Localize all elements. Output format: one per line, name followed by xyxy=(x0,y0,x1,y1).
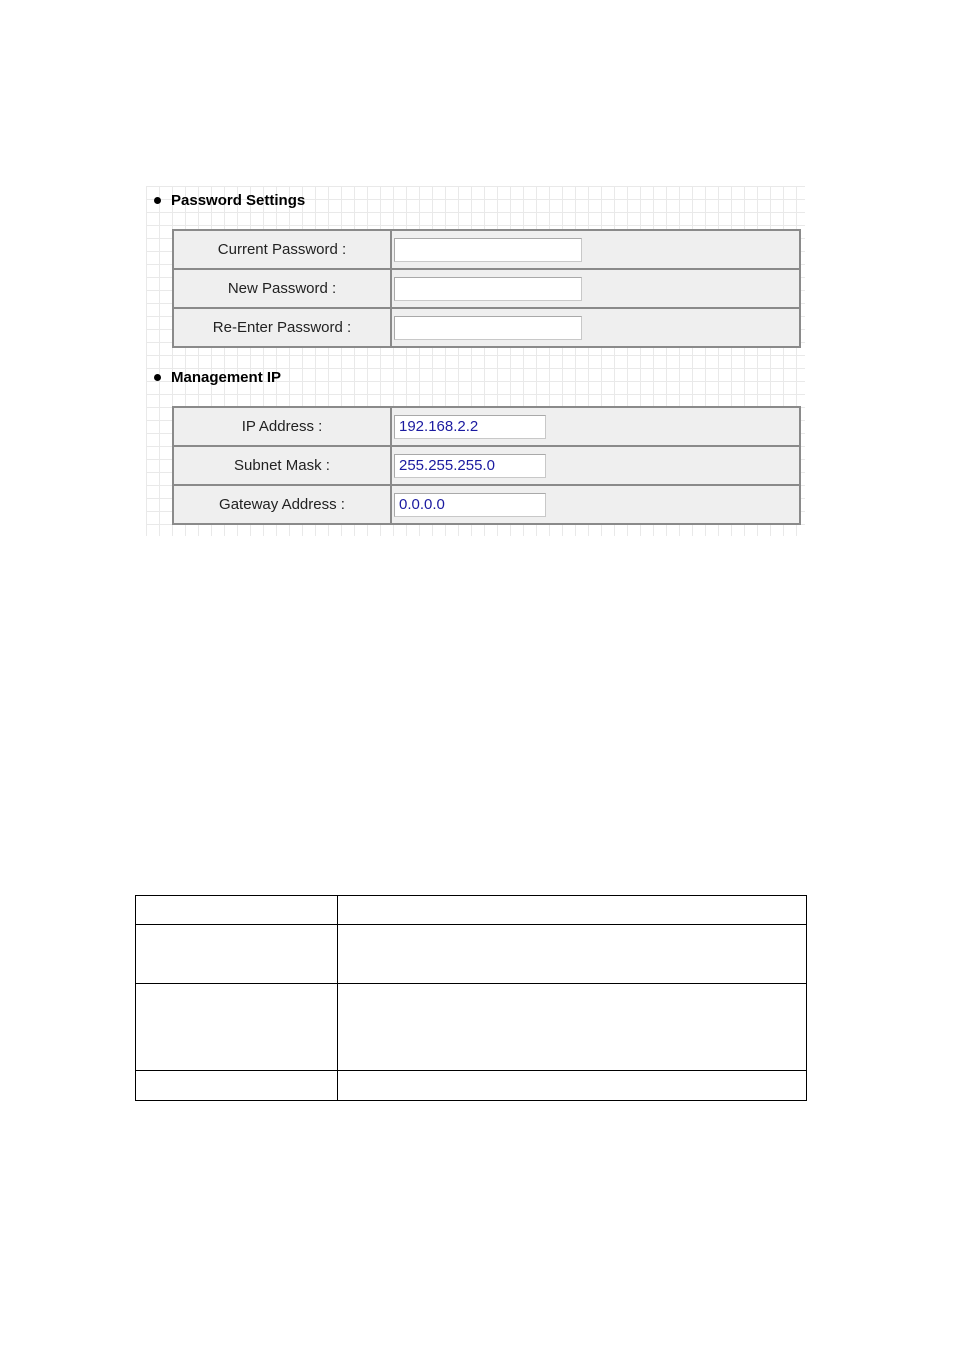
table-cell xyxy=(338,984,807,1071)
subnet-mask-input[interactable] xyxy=(394,454,546,478)
subnet-mask-row xyxy=(174,447,799,486)
table-row xyxy=(136,1071,807,1101)
table-cell xyxy=(136,984,338,1071)
management-ip-title: Management IP xyxy=(171,368,282,386)
table-cell xyxy=(338,896,807,925)
table-cell xyxy=(136,925,338,984)
gateway-address-label: Gateway Address : xyxy=(174,486,392,523)
ip-address-label: IP Address : xyxy=(174,408,392,445)
bullet-icon xyxy=(154,197,161,204)
settings-panel xyxy=(146,186,805,536)
gateway-address-row xyxy=(174,486,799,523)
password-settings-heading xyxy=(154,188,305,212)
new-password-row xyxy=(174,270,799,309)
description-table xyxy=(135,895,807,1101)
table-cell xyxy=(338,1071,807,1101)
reenter-password-row xyxy=(174,309,799,346)
new-password-input[interactable] xyxy=(394,277,582,301)
current-password-label: Current Password : xyxy=(174,231,392,268)
table-cell xyxy=(136,1071,338,1101)
current-password-row xyxy=(174,231,799,270)
bullet-icon xyxy=(154,374,161,381)
table-row xyxy=(136,984,807,1071)
table-row xyxy=(136,925,807,984)
password-settings-title: Password Settings xyxy=(171,191,306,209)
reenter-password-input[interactable] xyxy=(394,316,582,340)
current-password-input[interactable] xyxy=(394,238,582,262)
management-ip-heading xyxy=(154,365,281,389)
ip-address-row xyxy=(174,408,799,447)
subnet-mask-label: Subnet Mask : xyxy=(174,447,392,484)
management-ip-table xyxy=(172,406,801,525)
password-settings-table xyxy=(172,229,801,348)
gateway-address-input[interactable] xyxy=(394,493,546,517)
table-cell xyxy=(338,925,807,984)
reenter-password-label: Re-Enter Password : xyxy=(174,309,392,346)
ip-address-input[interactable] xyxy=(394,415,546,439)
table-row xyxy=(136,896,807,925)
table-cell xyxy=(136,896,338,925)
new-password-label: New Password : xyxy=(174,270,392,307)
